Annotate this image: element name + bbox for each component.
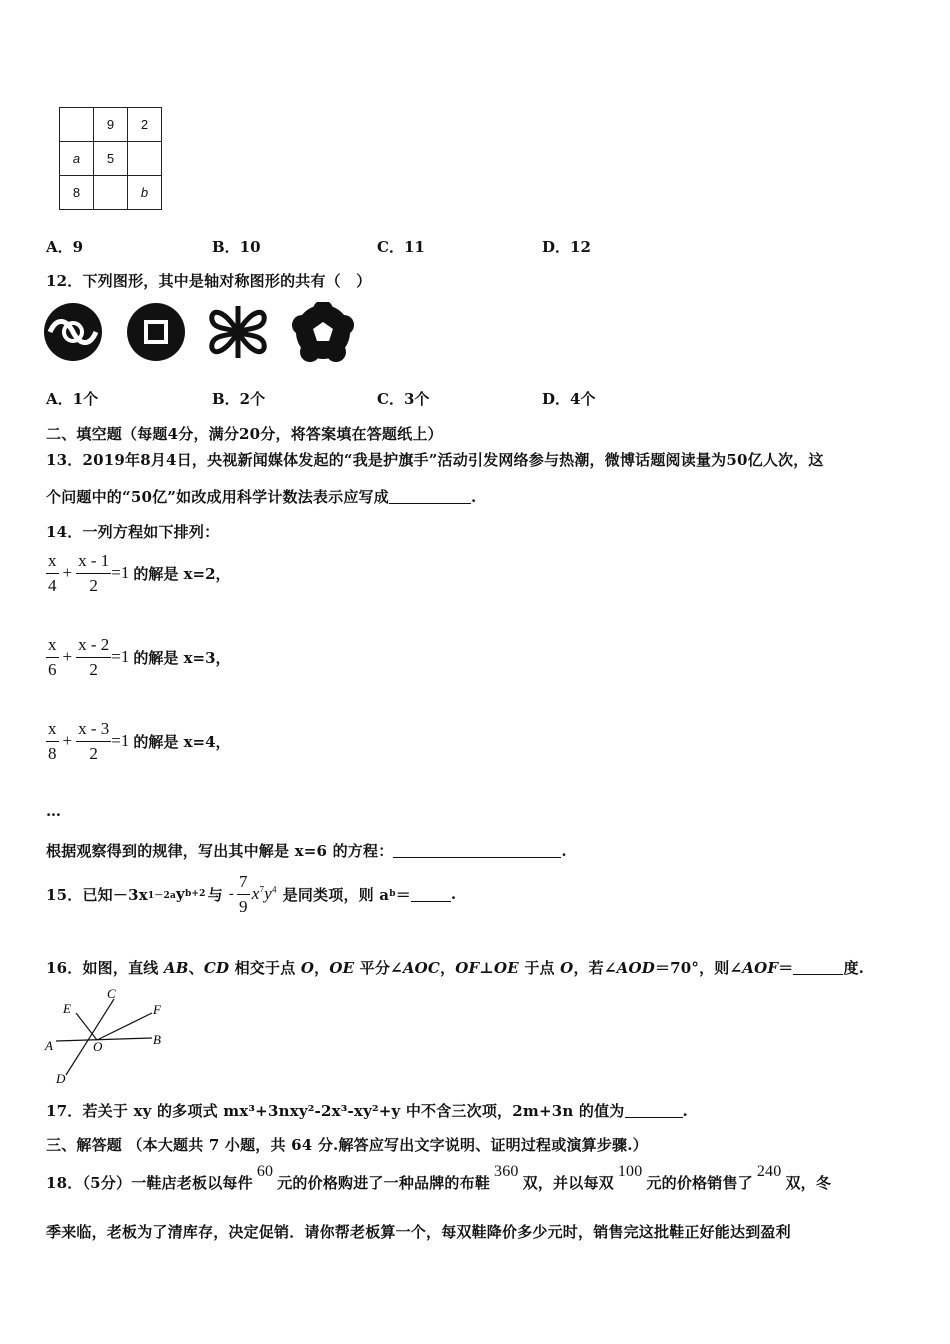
fraction: $\frac{x}{8}$ [48, 719, 57, 763]
q13-end: . [470, 488, 477, 506]
fraction: $\frac{x - 1}{2}$ [78, 551, 110, 595]
q13-text: 个问题中的“50亿”如改成用科学计数法表示应写成 [46, 488, 389, 506]
label-B: B [153, 1032, 161, 1047]
grid-cell: 5 [94, 142, 128, 176]
number-grid-figure [59, 107, 162, 210]
q12-stem: 12．下列图形，其中是轴对称图形的共有（ ） [46, 272, 372, 290]
fraction: $\frac{x}{4}$ [48, 551, 57, 595]
grid-cell [94, 176, 128, 210]
q11-option-c: C．11 [377, 238, 425, 256]
q11-option-b: B．10 [212, 238, 261, 256]
grid-cell [60, 108, 94, 142]
q12-figures [44, 302, 364, 362]
q14-ask: 根据观察得到的规律，写出其中解是 x=6 的方程： . [46, 842, 567, 860]
q14-equation-3: $\frac{x}{8}$ + $\frac{x - 3}{2}$ =1 的解是 x=4， [48, 719, 231, 763]
q14-ellipsis: … [46, 802, 62, 820]
label-D: D [56, 1071, 66, 1086]
q11-option-d: D．12 [542, 238, 591, 256]
ray-OE [76, 1013, 97, 1040]
q11-option-a: A．9 [46, 238, 84, 256]
label-O: O [93, 1039, 103, 1054]
grid-cell: 2 [128, 108, 162, 142]
q12-option-a: A．1个 [46, 390, 99, 408]
fraction: $\frac{x - 2}{2}$ [78, 635, 110, 679]
line-AB [56, 1038, 152, 1041]
label-E: E [63, 1001, 71, 1016]
section-2-heading: 二、填空题（每题4分，满分20分，将答案填在答题纸上） [46, 425, 443, 443]
q15-answer-blank[interactable] [411, 887, 451, 902]
label-F: F [153, 1002, 161, 1017]
grid-cell: 9 [94, 108, 128, 142]
grid-cell [128, 142, 162, 176]
q14-equation-2: $\frac{x}{6}$ + $\frac{x - 2}{2}$ =1 的解是 x=3， [48, 635, 231, 679]
q14-stem: 14．一列方程如下排列： [46, 523, 220, 541]
section-3-heading: 三、解答题 （本大题共 7 小题，共 64 分.解答应写出文字说明、证明过程或演算步骤.） [46, 1136, 648, 1154]
q18-line1: 18．（5分）一鞋店老板以每件60元的价格购进了一种品牌的布鞋360双，并以每双100元的价格销售了240双，冬 [46, 1163, 832, 1192]
grid-underline [95, 209, 108, 210]
ray-OF [97, 1013, 152, 1040]
price-value: 60 [256, 1163, 274, 1180]
fraction: $\frac{x - 3}{2}$ [78, 719, 110, 763]
monomial: $x^7y^4$ [251, 884, 277, 904]
fraction: $\frac{x}{6}$ [48, 635, 57, 679]
q13-answer-blank[interactable] [389, 489, 471, 504]
q13-line2 [46, 486, 476, 507]
label-A: A [45, 1038, 53, 1053]
quantity-value: 360 [494, 1163, 519, 1180]
knot-flower-icon [212, 306, 264, 358]
price-value: 100 [617, 1163, 643, 1180]
quantity-value: 240 [756, 1163, 782, 1180]
line-CD [66, 999, 114, 1075]
pentagon-flower-icon [292, 302, 354, 362]
q12-option-c: C．3个 [377, 390, 430, 408]
grid-cell: a [60, 142, 94, 176]
number-grid [59, 107, 162, 210]
q12-option-d: D．4个 [542, 390, 596, 408]
q12-option-b: B．2个 [212, 390, 266, 408]
q16-answer-blank[interactable] [793, 960, 843, 975]
grid-cell: b [128, 176, 162, 210]
fraction: $\frac{7}{9}$ [239, 872, 248, 916]
grid-cell: 8 [60, 176, 94, 210]
q14-equation-1: $\frac{x}{4}$ + $\frac{x - 1}{2}$ =1 的解是 x=2， [48, 551, 231, 595]
q18-line2: 季来临，老板为了清库存，决定促销．请你帮老板算一个，每双鞋降价多少元时，销售完这批鞋正好能达到盈利 [46, 1223, 791, 1241]
q17-answer-blank[interactable] [625, 1103, 683, 1118]
yin-yang-like-icon [44, 303, 102, 361]
q15: 15．已知－3x 1－2a y b+2 与 - $\frac{7}{9}$ $x^7y^4$ 是同类项，则 a b ＝ . [46, 872, 457, 916]
q13-line1: 13．2019年8月4日，央视新闻媒体发起的“我是护旗手”活动引发网络参与热潮，微博话题阅读量为50亿人次，这 [46, 451, 824, 469]
label-C: C [107, 986, 116, 1001]
q17: 17．若关于 xy 的多项式 mx³+3nxy²-2x³-xy²+y 中不含三次项，2m+3n 的值为 . [46, 1102, 688, 1120]
square-hole-coin-icon [127, 303, 185, 361]
q14-answer-blank[interactable] [393, 843, 561, 858]
q16-stem: 16．如图，直线 AB、CD 相交于点 O，OE 平分∠AOC，OF⊥OE 于点 O，若∠AOD＝70°，则∠AOF＝ 度. [46, 959, 865, 977]
q16-figure [40, 985, 180, 1090]
